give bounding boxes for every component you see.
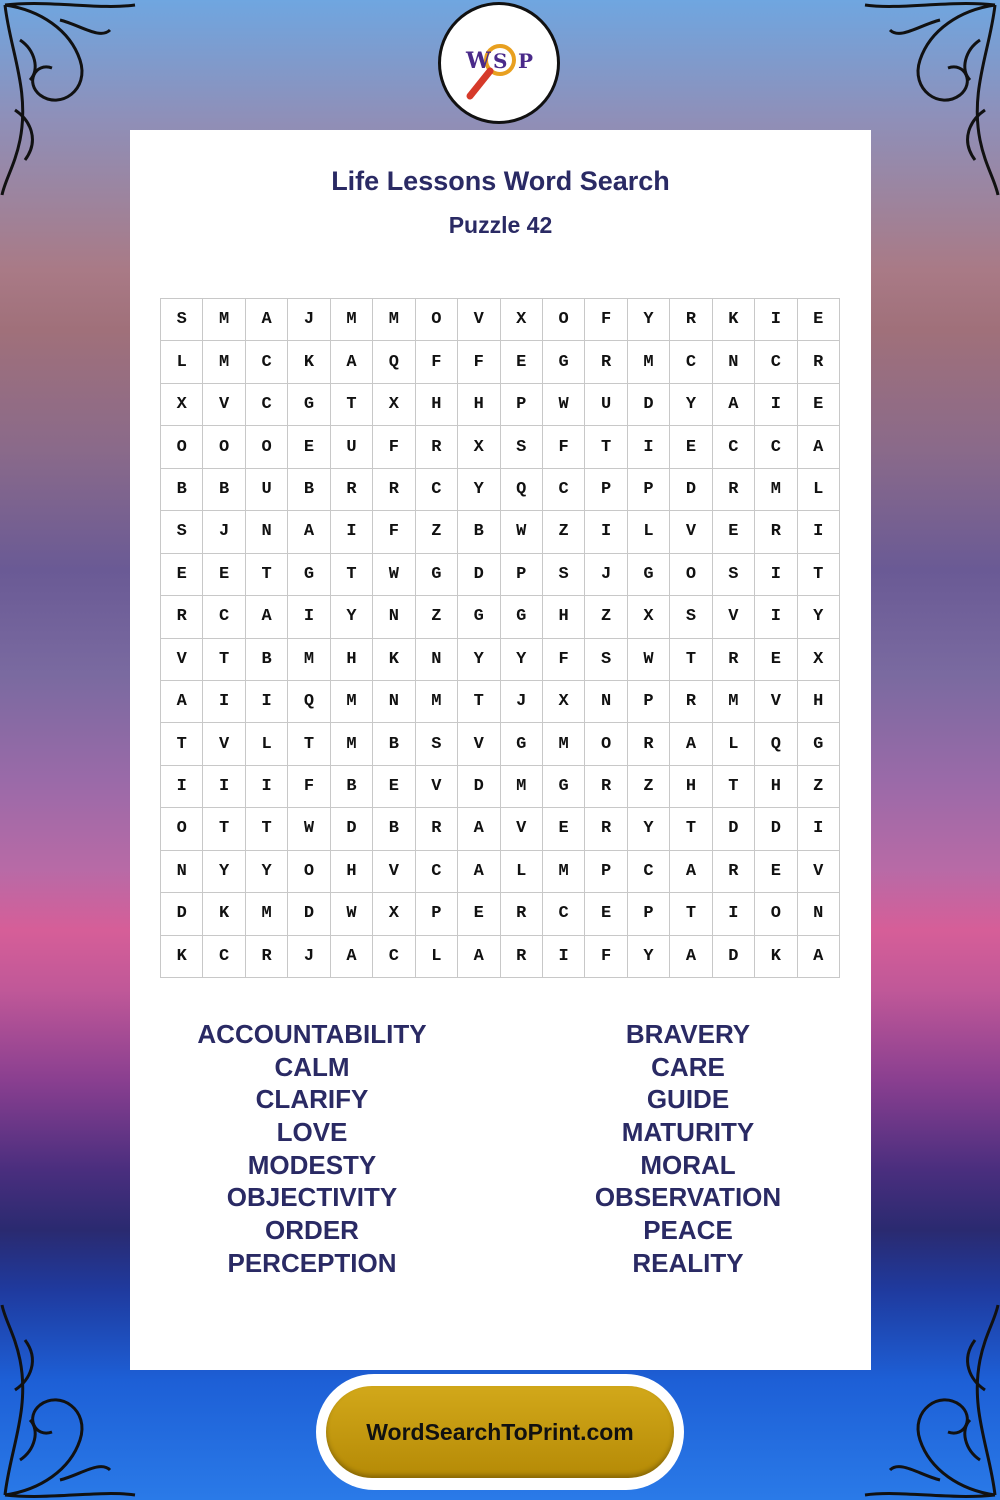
grid-cell[interactable]: L: [161, 341, 203, 383]
grid-cell[interactable]: F: [585, 299, 627, 341]
grid-cell[interactable]: X: [373, 384, 415, 426]
grid-cell[interactable]: C: [246, 384, 288, 426]
grid-cell[interactable]: A: [331, 341, 373, 383]
grid-cell[interactable]: R: [501, 936, 543, 978]
grid-cell[interactable]: M: [628, 341, 670, 383]
grid-cell[interactable]: F: [458, 341, 500, 383]
grid-cell[interactable]: R: [585, 808, 627, 850]
grid-cell[interactable]: A: [246, 299, 288, 341]
grid-cell[interactable]: D: [713, 808, 755, 850]
word-item: MATURITY: [621, 1117, 755, 1148]
grid-cell[interactable]: U: [585, 384, 627, 426]
grid-cell[interactable]: F: [416, 341, 458, 383]
grid-cell[interactable]: E: [161, 554, 203, 596]
grid-cell[interactable]: E: [755, 639, 797, 681]
grid-cell[interactable]: M: [543, 851, 585, 893]
grid-cell[interactable]: P: [501, 384, 543, 426]
grid-cell[interactable]: H: [798, 681, 840, 723]
grid-cell[interactable]: E: [670, 426, 712, 468]
grid-cell[interactable]: C: [543, 469, 585, 511]
grid-cell[interactable]: N: [373, 596, 415, 638]
grid-cell[interactable]: B: [458, 511, 500, 553]
grid-cell[interactable]: Y: [203, 851, 245, 893]
grid-cell[interactable]: L: [713, 723, 755, 765]
grid-cell[interactable]: B: [373, 808, 415, 850]
grid-cell[interactable]: E: [713, 511, 755, 553]
grid-cell[interactable]: A: [798, 936, 840, 978]
grid-cell[interactable]: P: [501, 554, 543, 596]
word-item: CLARIFY: [255, 1084, 369, 1115]
grid-cell[interactable]: V: [798, 851, 840, 893]
grid-cell[interactable]: Y: [628, 936, 670, 978]
grid-cell[interactable]: R: [161, 596, 203, 638]
grid-cell[interactable]: A: [161, 681, 203, 723]
grid-cell[interactable]: E: [288, 426, 330, 468]
grid-cell[interactable]: R: [585, 766, 627, 808]
grid-cell[interactable]: E: [798, 299, 840, 341]
grid-cell[interactable]: D: [670, 469, 712, 511]
grid-cell[interactable]: M: [543, 723, 585, 765]
grid-cell[interactable]: E: [543, 808, 585, 850]
grid-cell[interactable]: I: [755, 384, 797, 426]
grid-cell[interactable]: K: [203, 893, 245, 935]
grid-cell[interactable]: N: [798, 893, 840, 935]
grid-cell[interactable]: S: [161, 511, 203, 553]
grid-cell[interactable]: M: [331, 299, 373, 341]
grid-cell[interactable]: V: [458, 723, 500, 765]
grid-cell[interactable]: O: [161, 426, 203, 468]
grid-cell[interactable]: V: [161, 639, 203, 681]
magnifier-logo-icon: [444, 8, 554, 118]
grid-cell[interactable]: N: [416, 639, 458, 681]
puzzle-sheet: [130, 130, 871, 1370]
grid-cell[interactable]: T: [670, 893, 712, 935]
grid-cell[interactable]: A: [458, 851, 500, 893]
grid-cell[interactable]: G: [543, 766, 585, 808]
grid-cell[interactable]: T: [713, 766, 755, 808]
grid-cell[interactable]: C: [203, 936, 245, 978]
ornament-top-right-icon: [860, 0, 1000, 200]
grid-cell[interactable]: P: [628, 469, 670, 511]
grid-cell[interactable]: B: [161, 469, 203, 511]
grid-cell[interactable]: F: [373, 511, 415, 553]
grid-cell[interactable]: A: [331, 936, 373, 978]
grid-cell[interactable]: R: [416, 808, 458, 850]
grid-cell[interactable]: Q: [501, 469, 543, 511]
grid-cell[interactable]: T: [203, 808, 245, 850]
grid-cell[interactable]: J: [288, 299, 330, 341]
grid-cell[interactable]: D: [331, 808, 373, 850]
grid-cell[interactable]: I: [246, 766, 288, 808]
grid-cell[interactable]: E: [373, 766, 415, 808]
grid-cell[interactable]: G: [458, 596, 500, 638]
word-item: CALM: [274, 1051, 350, 1082]
grid-cell[interactable]: R: [373, 469, 415, 511]
grid-cell[interactable]: L: [416, 936, 458, 978]
grid-cell[interactable]: R: [416, 426, 458, 468]
grid-cell[interactable]: S: [670, 596, 712, 638]
grid-cell[interactable]: A: [670, 851, 712, 893]
grid-cell[interactable]: G: [501, 723, 543, 765]
grid-cell[interactable]: A: [798, 426, 840, 468]
grid-cell[interactable]: I: [798, 511, 840, 553]
ornament-bottom-left-icon: [0, 1300, 140, 1500]
grid-cell[interactable]: Q: [755, 723, 797, 765]
word-item: ACCOUNTABILITY: [197, 1019, 427, 1049]
grid-cell[interactable]: T: [288, 723, 330, 765]
grid-cell[interactable]: W: [331, 893, 373, 935]
word-item: CARE: [651, 1051, 725, 1082]
grid-cell[interactable]: N: [246, 511, 288, 553]
grid-cell[interactable]: A: [670, 936, 712, 978]
grid-cell[interactable]: O: [755, 893, 797, 935]
grid-cell[interactable]: P: [628, 681, 670, 723]
grid-cell[interactable]: S: [713, 554, 755, 596]
grid-cell[interactable]: J: [501, 681, 543, 723]
logo-letter-p: P: [518, 49, 534, 73]
grid-cell[interactable]: R: [585, 341, 627, 383]
grid-cell[interactable]: I: [543, 936, 585, 978]
grid-cell[interactable]: Y: [246, 851, 288, 893]
grid-cell[interactable]: K: [161, 936, 203, 978]
grid-cell[interactable]: Y: [628, 808, 670, 850]
grid-cell[interactable]: C: [246, 341, 288, 383]
word-list: [130, 1018, 871, 1288]
grid-cell[interactable]: U: [331, 426, 373, 468]
grid-cell[interactable]: O: [585, 723, 627, 765]
word-item: OBSERVATION: [594, 1182, 782, 1213]
grid-cell[interactable]: T: [246, 808, 288, 850]
word-item: ORDER: [265, 1215, 359, 1246]
grid-cell[interactable]: C: [755, 341, 797, 383]
grid-cell[interactable]: F: [543, 426, 585, 468]
grid-cell[interactable]: S: [543, 554, 585, 596]
grid-cell[interactable]: X: [798, 639, 840, 681]
grid-cell[interactable]: K: [755, 936, 797, 978]
grid-cell[interactable]: B: [373, 723, 415, 765]
grid-cell[interactable]: R: [798, 341, 840, 383]
grid-cell[interactable]: W: [543, 384, 585, 426]
grid-cell[interactable]: K: [713, 299, 755, 341]
grid-cell[interactable]: K: [373, 639, 415, 681]
grid-cell[interactable]: P: [416, 893, 458, 935]
grid-cell[interactable]: C: [670, 341, 712, 383]
grid-cell[interactable]: H: [416, 384, 458, 426]
grid-cell[interactable]: T: [331, 384, 373, 426]
grid-cell[interactable]: V: [373, 851, 415, 893]
logo-letter-w: W: [466, 48, 491, 74]
grid-cell[interactable]: X: [458, 426, 500, 468]
grid-cell[interactable]: S: [416, 723, 458, 765]
puzzle-number: Puzzle 42: [448, 212, 553, 238]
grid-cell[interactable]: A: [288, 511, 330, 553]
grid-cell[interactable]: W: [501, 511, 543, 553]
grid-cell[interactable]: J: [203, 511, 245, 553]
grid-cell[interactable]: F: [543, 639, 585, 681]
grid-cell[interactable]: O: [246, 426, 288, 468]
grid-cell[interactable]: R: [713, 639, 755, 681]
grid-cell[interactable]: R: [331, 469, 373, 511]
grid-cell[interactable]: G: [543, 341, 585, 383]
grid-cell[interactable]: M: [755, 469, 797, 511]
word-item: LOVE: [276, 1117, 348, 1148]
grid-cell[interactable]: M: [331, 723, 373, 765]
grid-cell[interactable]: R: [501, 893, 543, 935]
grid-cell[interactable]: G: [288, 384, 330, 426]
grid-cell[interactable]: U: [246, 469, 288, 511]
grid-cell[interactable]: T: [203, 639, 245, 681]
grid-cell[interactable]: L: [501, 851, 543, 893]
grid-cell[interactable]: D: [288, 893, 330, 935]
grid-cell[interactable]: V: [203, 723, 245, 765]
grid-cell[interactable]: H: [755, 766, 797, 808]
grid-cell[interactable]: T: [246, 554, 288, 596]
grid-cell[interactable]: W: [373, 554, 415, 596]
grid-cell[interactable]: V: [713, 596, 755, 638]
grid-cell[interactable]: N: [585, 681, 627, 723]
ornament-top-left-icon: [0, 0, 140, 200]
grid-cell[interactable]: D: [458, 766, 500, 808]
page-title: Life Lessons Word Search: [331, 166, 670, 196]
grid-cell[interactable]: Y: [670, 384, 712, 426]
grid-cell[interactable]: M: [373, 299, 415, 341]
grid-cell[interactable]: J: [288, 936, 330, 978]
grid-cell[interactable]: O: [161, 808, 203, 850]
grid-cell[interactable]: W: [628, 639, 670, 681]
grid-cell[interactable]: O: [203, 426, 245, 468]
grid-cell[interactable]: Z: [585, 596, 627, 638]
grid-cell[interactable]: M: [203, 341, 245, 383]
grid-cell[interactable]: X: [501, 299, 543, 341]
grid-cell[interactable]: G: [798, 723, 840, 765]
grid-cell[interactable]: S: [585, 639, 627, 681]
grid-cell[interactable]: D: [161, 893, 203, 935]
grid-cell[interactable]: Z: [543, 511, 585, 553]
grid-cell[interactable]: G: [288, 554, 330, 596]
grid-cell[interactable]: E: [585, 893, 627, 935]
grid-cell[interactable]: H: [458, 384, 500, 426]
grid-cell[interactable]: I: [288, 596, 330, 638]
grid-cell[interactable]: O: [416, 299, 458, 341]
grid-cell[interactable]: E: [755, 851, 797, 893]
grid-cell[interactable]: S: [501, 426, 543, 468]
grid-cell[interactable]: X: [161, 384, 203, 426]
grid-cell[interactable]: B: [331, 766, 373, 808]
grid-cell[interactable]: A: [713, 384, 755, 426]
grid-cell[interactable]: M: [246, 893, 288, 935]
grid-cell[interactable]: T: [331, 554, 373, 596]
ornament-bottom-right-icon: [860, 1300, 1000, 1500]
grid-cell[interactable]: V: [501, 808, 543, 850]
grid-cell[interactable]: O: [670, 554, 712, 596]
grid-cell[interactable]: I: [331, 511, 373, 553]
grid-cell[interactable]: Y: [628, 299, 670, 341]
grid-cell[interactable]: E: [798, 384, 840, 426]
grid-cell[interactable]: Y: [798, 596, 840, 638]
grid-cell[interactable]: I: [713, 893, 755, 935]
grid-cell[interactable]: I: [203, 681, 245, 723]
grid-cell[interactable]: D: [713, 936, 755, 978]
grid-cell[interactable]: H: [543, 596, 585, 638]
grid-cell[interactable]: D: [755, 808, 797, 850]
grid-cell[interactable]: K: [288, 341, 330, 383]
grid-cell[interactable]: P: [585, 469, 627, 511]
wsp-logo[interactable]: [438, 2, 560, 124]
grid-cell[interactable]: B: [203, 469, 245, 511]
grid-cell[interactable]: I: [585, 511, 627, 553]
grid-cell[interactable]: X: [373, 893, 415, 935]
grid-cell[interactable]: T: [161, 723, 203, 765]
grid-cell[interactable]: R: [670, 299, 712, 341]
grid-cell[interactable]: C: [713, 426, 755, 468]
grid-cell[interactable]: I: [755, 596, 797, 638]
grid-cell[interactable]: L: [628, 511, 670, 553]
grid-cell[interactable]: G: [628, 554, 670, 596]
grid-cell[interactable]: A: [458, 808, 500, 850]
grid-cell[interactable]: T: [798, 554, 840, 596]
grid-cell[interactable]: L: [246, 723, 288, 765]
footer-banner-link[interactable]: WordSearchToPrint.com: [326, 1386, 674, 1478]
grid-cell[interactable]: C: [543, 893, 585, 935]
grid-cell[interactable]: V: [416, 766, 458, 808]
grid-cell[interactable]: C: [203, 596, 245, 638]
grid-cell[interactable]: R: [670, 681, 712, 723]
grid-cell[interactable]: E: [203, 554, 245, 596]
grid-cell[interactable]: Y: [458, 639, 500, 681]
grid-cell[interactable]: R: [713, 851, 755, 893]
grid-cell[interactable]: A: [246, 596, 288, 638]
grid-cell[interactable]: Z: [416, 511, 458, 553]
grid-cell[interactable]: H: [670, 766, 712, 808]
grid-cell[interactable]: J: [585, 554, 627, 596]
grid-cell[interactable]: C: [416, 469, 458, 511]
grid-cell[interactable]: F: [373, 426, 415, 468]
grid-cell[interactable]: Z: [416, 596, 458, 638]
word-item: MODESTY: [247, 1149, 377, 1180]
grid-cell[interactable]: T: [585, 426, 627, 468]
grid-cell[interactable]: I: [246, 681, 288, 723]
grid-cell[interactable]: C: [416, 851, 458, 893]
grid-cell[interactable]: Q: [373, 341, 415, 383]
grid-cell[interactable]: R: [713, 469, 755, 511]
word-item: MORAL: [640, 1149, 736, 1180]
grid-cell[interactable]: L: [798, 469, 840, 511]
grid-cell[interactable]: G: [416, 554, 458, 596]
grid-cell[interactable]: R: [755, 511, 797, 553]
grid-cell[interactable]: T: [670, 639, 712, 681]
grid-cell[interactable]: B: [246, 639, 288, 681]
grid-cell[interactable]: G: [501, 596, 543, 638]
grid-cell[interactable]: V: [755, 681, 797, 723]
grid-cell[interactable]: I: [755, 554, 797, 596]
grid-cell[interactable]: A: [670, 723, 712, 765]
grid-cell[interactable]: T: [670, 808, 712, 850]
grid-cell[interactable]: I: [161, 766, 203, 808]
grid-cell[interactable]: M: [288, 639, 330, 681]
word-item: BRAVERY: [625, 1019, 751, 1049]
grid-cell[interactable]: X: [543, 681, 585, 723]
word-item: GUIDE: [646, 1084, 730, 1115]
grid-cell[interactable]: R: [246, 936, 288, 978]
grid-cell[interactable]: F: [288, 766, 330, 808]
word-item: PEACE: [643, 1215, 733, 1246]
grid-cell[interactable]: O: [543, 299, 585, 341]
grid-cell[interactable]: C: [373, 936, 415, 978]
grid-cell[interactable]: V: [670, 511, 712, 553]
grid-cell[interactable]: T: [458, 681, 500, 723]
word-item: OBJECTIVITY: [226, 1182, 398, 1213]
grid-cell[interactable]: M: [416, 681, 458, 723]
letter-grid[interactable]: [160, 298, 840, 978]
grid-cell[interactable]: D: [628, 384, 670, 426]
grid-cell[interactable]: A: [458, 936, 500, 978]
grid-cell[interactable]: Y: [458, 469, 500, 511]
grid-cell[interactable]: C: [628, 851, 670, 893]
grid-cell[interactable]: C: [755, 426, 797, 468]
word-list-right: [518, 1018, 858, 1280]
grid-cell[interactable]: N: [713, 341, 755, 383]
grid-cell[interactable]: I: [203, 766, 245, 808]
grid-cell[interactable]: M: [203, 299, 245, 341]
grid-cell[interactable]: H: [331, 639, 373, 681]
grid-cell[interactable]: B: [288, 469, 330, 511]
grid-cell[interactable]: W: [288, 808, 330, 850]
grid-cell[interactable]: O: [288, 851, 330, 893]
grid-cell[interactable]: I: [798, 808, 840, 850]
word-item: REALITY: [632, 1247, 744, 1278]
word-item: PERCEPTION: [227, 1247, 397, 1278]
word-list-left: [142, 1018, 482, 1280]
grid-cell[interactable]: I: [628, 426, 670, 468]
grid-cell[interactable]: Y: [501, 639, 543, 681]
grid-cell[interactable]: D: [458, 554, 500, 596]
logo-letter-s: S: [493, 49, 508, 73]
grid-cell[interactable]: Z: [798, 766, 840, 808]
grid-cell[interactable]: M: [713, 681, 755, 723]
grid-cell[interactable]: E: [458, 893, 500, 935]
grid-cell[interactable]: S: [161, 299, 203, 341]
grid-cell[interactable]: M: [331, 681, 373, 723]
grid-cell[interactable]: I: [755, 299, 797, 341]
grid-cell[interactable]: N: [161, 851, 203, 893]
grid-cell[interactable]: N: [373, 681, 415, 723]
grid-cell[interactable]: M: [501, 766, 543, 808]
grid-cell[interactable]: X: [628, 596, 670, 638]
grid-cell[interactable]: P: [585, 851, 627, 893]
grid-cell[interactable]: V: [203, 384, 245, 426]
grid-cell[interactable]: R: [628, 723, 670, 765]
grid-cell[interactable]: E: [501, 341, 543, 383]
grid-cell[interactable]: H: [331, 851, 373, 893]
grid-cell[interactable]: Q: [288, 681, 330, 723]
grid-cell[interactable]: Z: [628, 766, 670, 808]
grid-cell[interactable]: P: [628, 893, 670, 935]
grid-cell[interactable]: V: [458, 299, 500, 341]
grid-cell[interactable]: Y: [331, 596, 373, 638]
grid-cell[interactable]: F: [585, 936, 627, 978]
